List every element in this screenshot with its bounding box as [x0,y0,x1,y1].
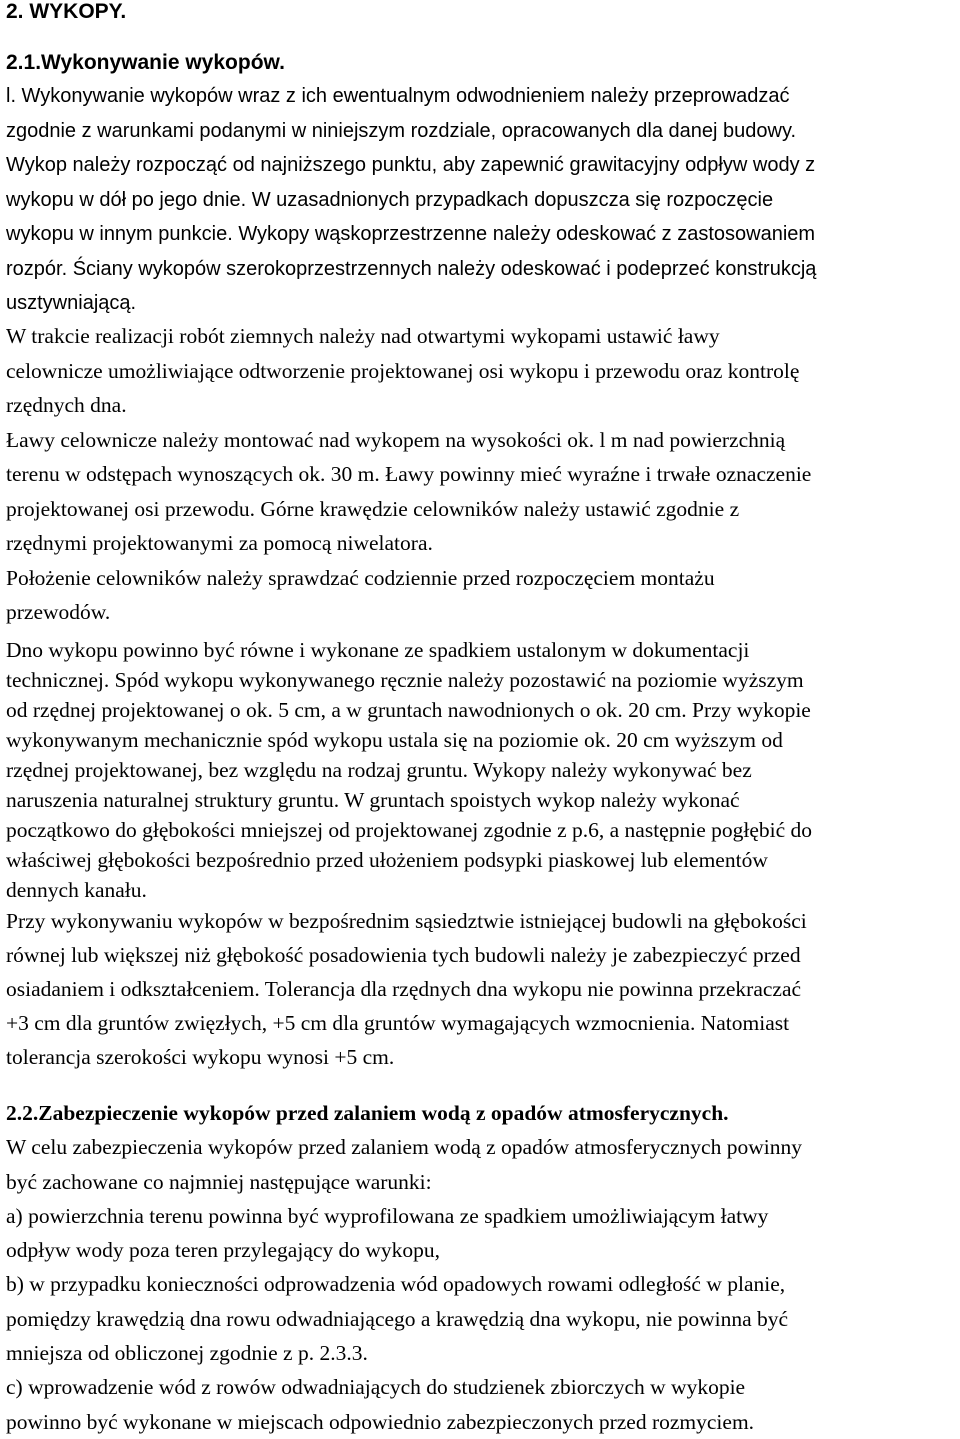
text-line: mniejsza od obliczonej zgodnie z p. 2.3.3. [6,1341,368,1366]
text-line: W celu zabezpieczenia wykopów przed zalaniem wodą z opadów atmosferycznych powinny [6,1135,802,1160]
text-line: tolerancja szerokości wykopu wynosi +5 cm. [6,1044,395,1069]
text-line: być zachowane co najmniej następujące warunki: [6,1169,432,1194]
text-line: Położenie celowników należy sprawdzać codziennie przed rozpoczęciem montażu [6,565,715,590]
section-heading: 2. WYKOPY. [6,0,127,23]
text-line: technicznej. Spód wykopu wykonywanego ręcznie należy pozostawić na poziomie wyższym [6,667,804,692]
paragraph [6,905,956,1074]
paragraph [6,79,956,321]
text-line: odpływ wody poza teren przylegający do wykopu, [6,1238,441,1263]
text-line: rozpór. Ściany wykopów szerokoprzestrzennych należy odeskować i podeprzeć konstrukcją [6,257,817,280]
text-line: W trakcie realizacji robót ziemnych należy nad otwartymi wykopami ustawić ławy [6,324,720,348]
text-line: pomiędzy krawędzią dna rowu odwadniającego a krawędzią dna wykopu, nie powinna być [6,1306,789,1331]
paragraph [6,319,956,423]
text-line: terenu w odstępach wynoszących ok. 30 m. Ławy powinny mieć wyraźne i trwałe oznaczenie [6,462,812,486]
paragraph-excavation-general [6,79,956,321]
text-line: rzędnej projektowanej, bez względu na rodzaj gruntu. Wykopy należy wykonywać bez [6,757,752,782]
text-line: +3 cm dla gruntów zwięzłych, +5 cm dla gruntów wymagających wzmocnienia. Natomiast [6,1010,790,1035]
text-line: wykopu w dół po jego dnie. W uzasadnionych przypadkach dopuszcza się rozpoczęcie [6,188,774,211]
text-line: usztywniającą. [6,292,137,314]
text-line: wykonywanym mechanicznie spód wykopu ustala się na poziomie ok. 20 cm wyższym od [6,727,783,752]
text-line: zgodnie z warunkami podanymi w niniejszym rozdziale, opracowanych dla danej budowy. [6,119,797,142]
text-line: b) w przypadku konieczności odprowadzenia wód opadowych rowami odległość w planie, [6,1272,786,1297]
text-line: Przy wykonywaniu wykopów w bezpośrednim sąsiedztwie istniejącej budowli na głębokości [6,909,807,934]
text-line: rzędnymi projektowanymi za pomocą niwelatora. [6,531,433,555]
text-line: naruszenia naturalnej struktury gruntu. W gruntach spoistych wykop należy wykonać [6,787,740,812]
text-line: a) powierzchnia terenu powinna być wyprofilowana ze spadkiem umożliwiającym łatwy [6,1203,769,1228]
text-line: osiadaniem i odkształceniem. Tolerancja dla rzędnych dna wykopu nie powinna przekraczać [6,976,802,1001]
text-line: 2.2.Zabezpieczenie wykopów przed zalaniem wodą z opadów atmosferycznych. [6,1101,729,1125]
paragraph [6,561,956,630]
paragraph [6,1130,956,1199]
text-line: rzędnych dna. [6,393,127,417]
text-line: celownicze umożliwiające odtworzenie projektowanej osi wykopu i przewodu oraz kontrolę [6,358,800,383]
text-line: dennych kanału. [6,878,147,903]
text-line: równej lub większej niż głębokość posadowienia tych budowli należy je zabezpieczyć przed [6,943,801,968]
paragraph-group-2-1 [6,319,956,1074]
paragraph [6,635,956,906]
subsection-2-2 [6,1096,956,1439]
text-line: początkowo do głębokości mniejszej od projektowanej zgodnie z p.6, a następnie pogłębić do [6,818,813,843]
text-line: Wykop należy rozpocząć od najniższego punktu, aby zapewnić grawitacyjny odpływ wody z [6,154,816,176]
text-line: wykopu w innym punkcie. Wykopy wąskoprzestrzenne należy odeskować z zastosowaniem [6,223,816,245]
text-line: od rzędnej projektowanej o ok. 5 cm, a w gruntach nawodnionych o ok. 20 cm. Przy wykopie [6,697,811,722]
text-line: Ławy celownicze należy montować nad wykopem na wysokości ok. l m nad powierzchnią [6,427,786,452]
text-line: powinno być wykonane w miejscach odpowiednio zabezpieczonych przed rozmyciem. [6,1409,755,1434]
text-line: właściwej głębokości bezpośrednio przed ułożeniem podsypki piaskowej lub elementów [6,848,768,873]
subsection-heading-2-2 [6,1096,956,1130]
subsection-heading-2-1: 2.1.Wykonywanie wykopów. [6,51,285,74]
paragraph [6,423,956,561]
text-line: przewodów. [6,600,111,624]
list-item-b [6,1267,956,1370]
list-item-c [6,1370,956,1439]
list-item-a [6,1199,956,1268]
text-line: projektowanej osi przewodu. Górne krawędzie celowników należy ustawić zgodnie z [6,496,740,521]
text-line: l. Wykonywanie wykopów wraz z ich ewentualnym odwodnieniem należy przeprowadzać [6,85,790,107]
text-line: Dno wykopu powinno być równe i wykonane ze spadkiem ustalonym w dokumentacji [6,637,750,662]
text-line: c) wprowadzenie wód z rowów odwadniających do studzienek zbiorczych w wykopie [6,1375,746,1400]
